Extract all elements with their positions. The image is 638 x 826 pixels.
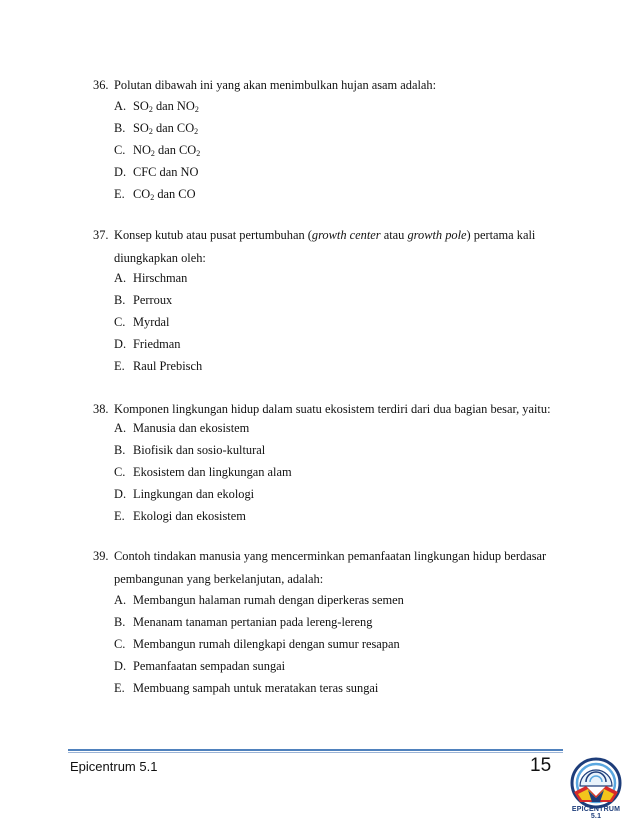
question-text: ) pertama kali xyxy=(466,228,536,242)
subscript: 2 xyxy=(150,149,155,158)
option-letter: A. xyxy=(114,271,127,285)
question-text: Konsep kutub atau pusat pertumbuhan ( xyxy=(114,228,312,242)
footer-title: Epicentrum 5.1 xyxy=(70,759,158,774)
option-letter: B. xyxy=(114,615,126,629)
question-text-italic: growth center xyxy=(311,228,381,242)
option-letter: A. xyxy=(114,99,127,113)
option-text: Membangun halaman rumah dengan diperkeras semen xyxy=(133,593,404,607)
question-number: 36. xyxy=(93,78,109,92)
option-d xyxy=(114,336,181,352)
subscript: 2 xyxy=(148,127,153,136)
option-b xyxy=(114,120,198,136)
option-text: dan CO xyxy=(152,121,195,135)
option-letter: D. xyxy=(114,165,127,179)
option-c xyxy=(114,314,169,330)
option-letter: D. xyxy=(114,487,127,501)
question-stem xyxy=(93,398,563,421)
logo-text: EPICENTRUM 5.1 xyxy=(571,806,621,820)
option-c xyxy=(114,464,292,480)
option-c xyxy=(114,142,200,158)
page-number: 15 xyxy=(530,755,552,776)
option-b xyxy=(114,292,172,308)
option-a xyxy=(114,592,404,608)
option-b xyxy=(114,614,372,630)
subscript: 2 xyxy=(148,105,153,114)
option-text: Membangun rumah dilengkapi dengan sumur resapan xyxy=(133,637,400,651)
question-stem xyxy=(93,74,563,97)
option-b xyxy=(114,442,265,458)
option-d xyxy=(114,658,285,674)
option-text: dan CO xyxy=(154,187,196,201)
option-letter: E. xyxy=(114,509,125,523)
option-text: Lingkungan dan ekologi xyxy=(133,487,255,501)
question-text: Polutan dibawah ini yang akan menimbulkan hujan asam adalah: xyxy=(114,78,437,92)
question-stem xyxy=(93,545,563,590)
option-e xyxy=(114,680,378,696)
question-number: 38. xyxy=(93,402,109,416)
option-d xyxy=(114,486,254,502)
option-text: Pemanfaatan sempadan sungai xyxy=(133,659,286,673)
option-text: Perroux xyxy=(133,293,173,307)
option-text: Hirschman xyxy=(133,271,188,285)
option-a xyxy=(114,420,249,436)
option-letter: C. xyxy=(114,637,126,651)
question-text: Contoh tindakan manusia yang mencerminkan pemanfaatan lingkungan hidup berdasar xyxy=(114,549,547,563)
question-text: pembangunan yang berkelanjutan, adalah: xyxy=(114,571,324,586)
footer-rule-thin xyxy=(68,752,563,753)
question-text: diungkapkan oleh: xyxy=(114,250,206,265)
subscript: 2 xyxy=(194,127,199,136)
option-text: CFC dan NO xyxy=(133,165,199,179)
subscript: 2 xyxy=(196,149,201,158)
option-letter: D. xyxy=(114,659,127,673)
option-text: Manusia dan ekosistem xyxy=(133,421,250,435)
option-text: Membuang sampah untuk meratakan teras sungai xyxy=(133,681,379,695)
option-text: Ekologi dan ekosistem xyxy=(133,509,246,523)
option-e xyxy=(114,508,246,524)
option-a xyxy=(114,270,187,286)
option-letter: C. xyxy=(114,143,126,157)
option-letter: E. xyxy=(114,359,125,373)
question-number: 37. xyxy=(93,228,109,242)
subscript: 2 xyxy=(150,193,155,202)
option-text: Myrdal xyxy=(133,315,170,329)
option-c xyxy=(114,636,400,652)
option-e xyxy=(114,358,202,374)
option-text: dan NO xyxy=(152,99,195,113)
option-text: Raul Prebisch xyxy=(133,359,203,373)
option-a xyxy=(114,98,199,114)
question-text: atau xyxy=(380,228,408,242)
question-number: 39. xyxy=(93,549,109,563)
option-text: dan CO xyxy=(154,143,197,157)
footer-rule xyxy=(68,749,563,751)
option-text: NO xyxy=(133,143,151,157)
option-letter: E. xyxy=(114,187,125,201)
subscript: 2 xyxy=(194,105,199,114)
option-text: SO xyxy=(133,121,149,135)
option-text: SO xyxy=(133,99,149,113)
option-d xyxy=(114,164,198,180)
option-text: Ekosistem dan lingkungan alam xyxy=(133,465,292,479)
option-letter: C. xyxy=(114,465,126,479)
option-letter: A. xyxy=(114,421,127,435)
option-e xyxy=(114,186,196,202)
question-text-italic: growth pole xyxy=(407,228,467,242)
option-text: CO xyxy=(133,187,151,201)
option-text: Friedman xyxy=(133,337,181,351)
option-letter: E. xyxy=(114,681,125,695)
option-letter: B. xyxy=(114,121,126,135)
question-text: Komponen lingkungan hidup dalam suatu ekosistem terdiri dari dua bagian besar, yaitu: xyxy=(114,402,551,416)
option-letter: D. xyxy=(114,337,127,351)
option-letter: B. xyxy=(114,443,126,457)
option-letter: C. xyxy=(114,315,126,329)
option-text: Menanam tanaman pertanian pada lereng-lereng xyxy=(133,615,373,629)
option-text: Biofisik dan sosio-kultural xyxy=(133,443,266,457)
question-stem xyxy=(93,224,563,269)
option-letter: A. xyxy=(114,593,127,607)
option-letter: B. xyxy=(114,293,126,307)
